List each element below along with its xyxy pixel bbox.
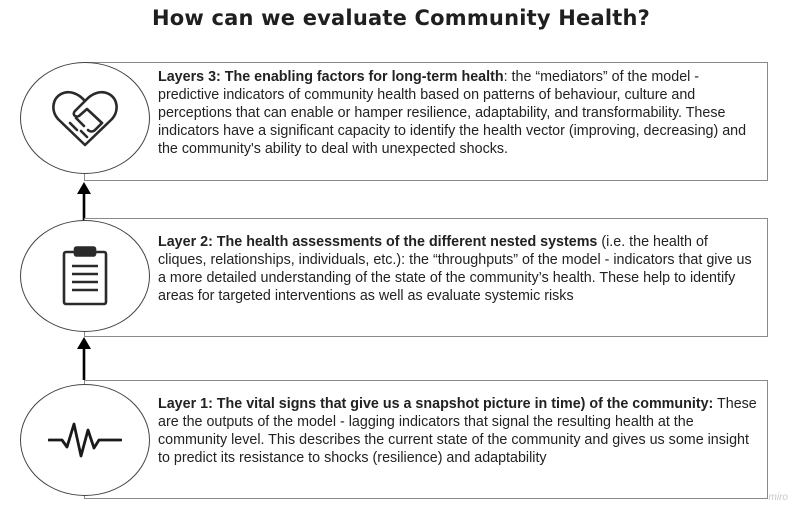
layer-3-box — [84, 62, 768, 181]
layer-3-heading: Layers 3: The enabling factors for long-term health — [158, 69, 504, 85]
layer-2-box — [84, 218, 768, 337]
layer-2-heading: Layer 2: The health assessments of the different nested systems — [158, 234, 598, 250]
layer-1-heading: Layer 1: The vital signs that give us a snapshot picture in time) of the community: — [158, 396, 714, 412]
layer-1-box — [84, 380, 768, 499]
layer-2-body: (i.e. the health of cliques, relationships, individuals, etc.): the “throughputs” of the model - indicators that give us a more detailed understanding of the state of the community’s health. These help to identify areas for targeted interventions as well as evaluate systemic risks — [158, 234, 752, 304]
layer-1-body: These are the outputs of the model - lagging indicators that signal the resulting health at the community level. This describes the current state of the community and gives us some insight to predict its resistance to shocks (resilience) and adaptability — [158, 396, 757, 466]
handshake-heart-icon — [50, 87, 120, 149]
layer-1-icon-circle — [20, 384, 150, 496]
arrow-layer1-to-layer2 — [76, 336, 92, 380]
clipboard-icon — [61, 246, 109, 306]
heartbeat-icon — [48, 420, 122, 460]
watermark: miro — [768, 492, 788, 503]
layer-1-text — [158, 395, 759, 467]
layer-3-text — [158, 68, 759, 158]
arrow-layer2-to-layer3 — [76, 181, 92, 221]
layer-2-icon-circle — [20, 220, 150, 332]
layer-3-icon-circle — [20, 62, 150, 174]
diagram-title: How can we evaluate Community Health? — [151, 6, 651, 30]
layer-2-text — [158, 233, 759, 305]
layer-3-body: : the “mediators” of the model - predictive indicators of community health based on patterns of behaviour, culture and perceptions that can enable or hamper resilience, adaptability, and transformability. These indicators have a significant capacity to identify the health vector (improving, decreasing) and the community's ability to deal with unexpected shocks. — [158, 69, 747, 157]
